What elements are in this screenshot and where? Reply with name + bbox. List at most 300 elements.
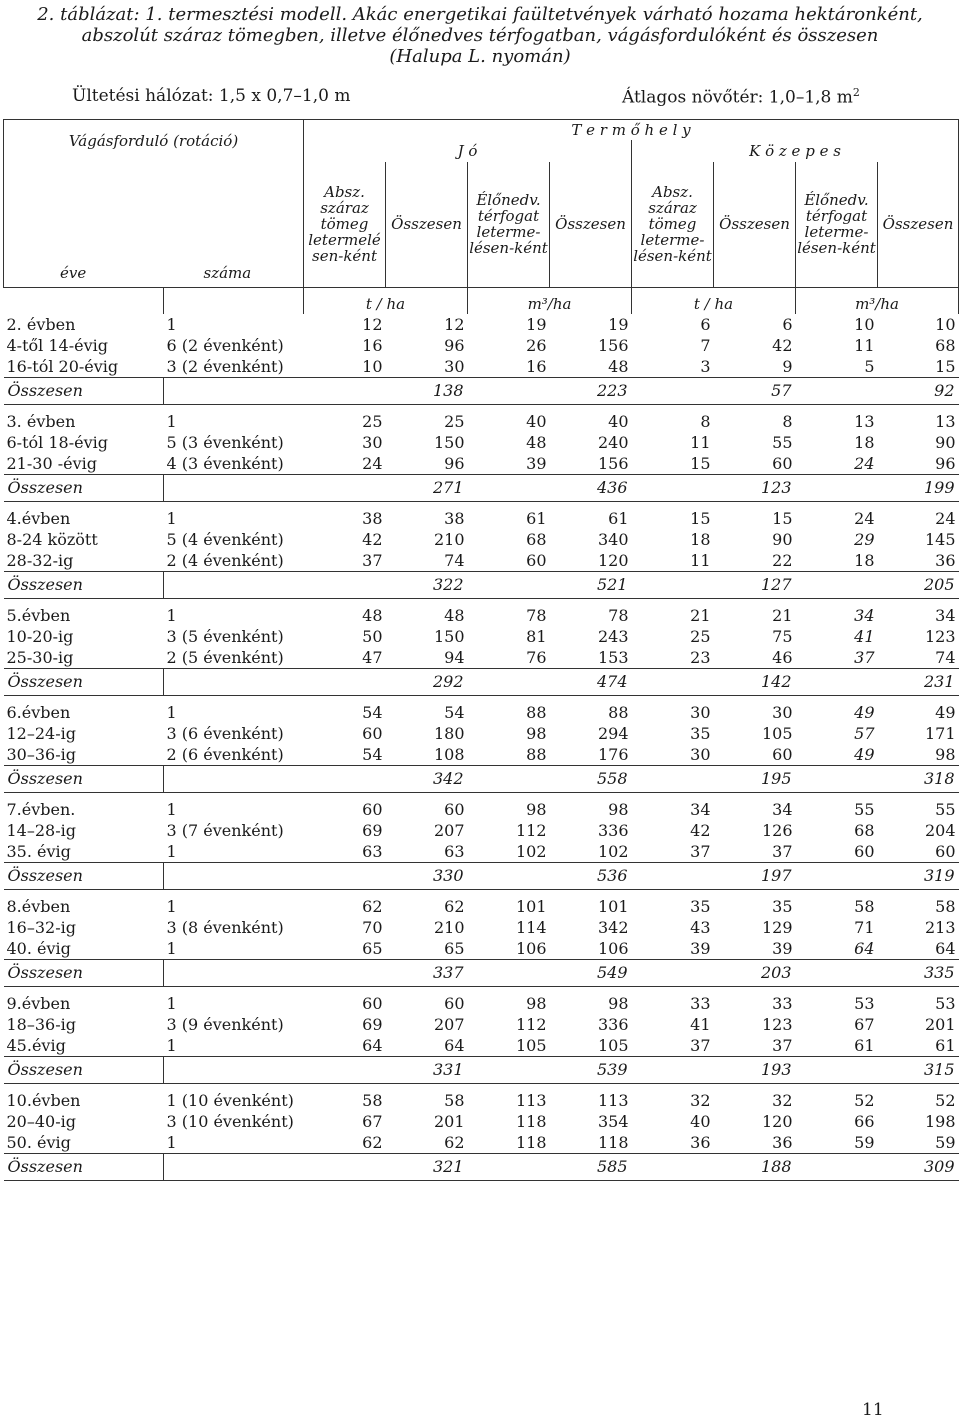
value-cell: 19 bbox=[526, 314, 547, 334]
year-cell: 25-30-ig bbox=[6, 647, 74, 667]
caption-line-2: abszolút száraz tömegben, illetve élőnedves térfogatban, vágásfordulóként és összesen bbox=[81, 25, 879, 46]
total-label: Összesen bbox=[4, 766, 164, 793]
count-cell: 1 bbox=[166, 605, 177, 625]
year-cell: 21-30 -évig bbox=[6, 453, 97, 473]
value-cell: 180 bbox=[433, 723, 465, 743]
value-cell: 59 bbox=[935, 1132, 956, 1152]
value-cell: 55 bbox=[854, 799, 875, 819]
value-cell: 21 bbox=[772, 605, 793, 625]
total-good-dry: 331 bbox=[304, 1057, 468, 1084]
value-cell: 52 bbox=[935, 1090, 956, 1110]
value-cell: 55 bbox=[935, 799, 956, 819]
value-cell: 37 bbox=[362, 550, 383, 570]
value-cell: 69 bbox=[362, 820, 383, 840]
value-cell: 37 bbox=[690, 841, 711, 861]
year-cell: 30–36-ig bbox=[6, 744, 76, 764]
total-medium-dry: 123 bbox=[632, 475, 796, 502]
total-spacer bbox=[164, 1154, 304, 1181]
value-cell: 47 bbox=[362, 647, 383, 667]
total-label: Összesen bbox=[4, 378, 164, 405]
value-cell: 24 bbox=[935, 508, 956, 528]
count-cell: 1 bbox=[166, 896, 177, 916]
value-cell: 53 bbox=[935, 993, 956, 1013]
total-row bbox=[4, 1154, 959, 1181]
value-cell: 123 bbox=[924, 626, 956, 646]
value-cell: 65 bbox=[444, 938, 465, 958]
site-header: T e r m ő h e l y bbox=[304, 120, 959, 140]
total-good-dry: 321 bbox=[304, 1154, 468, 1181]
value-cell: 113 bbox=[515, 1090, 547, 1110]
value-cell: 75 bbox=[772, 626, 793, 646]
total-row bbox=[4, 378, 959, 405]
value-cell: 58 bbox=[854, 896, 875, 916]
value-cell: 171 bbox=[924, 723, 956, 743]
total-spacer bbox=[164, 378, 304, 405]
total-medium-volume: 92 bbox=[796, 378, 959, 405]
total-label: Összesen bbox=[4, 863, 164, 890]
total-spacer bbox=[164, 1057, 304, 1084]
value-cell: 336 bbox=[597, 1014, 629, 1034]
count-cell: 3 (10 évenként) bbox=[166, 1111, 294, 1131]
value-cell: 150 bbox=[433, 626, 465, 646]
value-cell: 60 bbox=[854, 841, 875, 861]
good-total-dry-header: Összesen bbox=[386, 162, 468, 288]
total-medium-dry: 57 bbox=[632, 378, 796, 405]
table-row bbox=[4, 453, 959, 475]
value-cell: 25 bbox=[362, 411, 383, 431]
total-medium-dry: 203 bbox=[632, 960, 796, 987]
year-cell: 45.évig bbox=[6, 1035, 66, 1055]
value-cell: 41 bbox=[690, 1014, 711, 1034]
value-cell: 13 bbox=[854, 411, 875, 431]
value-cell: 6 bbox=[782, 314, 793, 334]
value-cell: 207 bbox=[433, 820, 465, 840]
table-row bbox=[4, 432, 959, 453]
caption-line-1: 2. táblázat: 1. termesztési modell. Akác energetikai faültetvények várható hozama hektáronként, bbox=[37, 4, 923, 25]
total-spacer bbox=[164, 669, 304, 696]
value-cell: 18 bbox=[690, 529, 711, 549]
value-cell: 156 bbox=[597, 453, 629, 473]
value-cell: 54 bbox=[362, 744, 383, 764]
value-cell: 35 bbox=[690, 723, 711, 743]
count-header: száma bbox=[164, 162, 304, 288]
growing-space-text: Átlagos növőtér: 1,0–1,8 m bbox=[622, 87, 853, 108]
value-cell: 22 bbox=[772, 550, 793, 570]
value-cell: 98 bbox=[608, 799, 629, 819]
medium-live-volume-header: Élőnedv. térfogat leterme-lésen-ként bbox=[796, 162, 878, 288]
site-medium-header: K ö z e p e s bbox=[632, 140, 959, 162]
value-cell: 11 bbox=[854, 335, 875, 355]
year-cell: 14–28-ig bbox=[6, 820, 76, 840]
value-cell: 123 bbox=[761, 1014, 793, 1034]
value-cell: 5 bbox=[864, 356, 875, 376]
value-cell: 39 bbox=[690, 938, 711, 958]
value-cell: 37 bbox=[854, 647, 875, 667]
value-cell: 48 bbox=[526, 432, 547, 452]
value-cell: 50 bbox=[362, 626, 383, 646]
value-cell: 42 bbox=[362, 529, 383, 549]
value-cell: 24 bbox=[854, 508, 875, 528]
value-cell: 18 bbox=[854, 432, 875, 452]
table-row bbox=[4, 1132, 959, 1154]
value-cell: 118 bbox=[597, 1132, 629, 1152]
value-cell: 201 bbox=[433, 1111, 465, 1131]
site-good-header: J ó bbox=[304, 140, 632, 162]
value-cell: 65 bbox=[362, 938, 383, 958]
value-cell: 210 bbox=[433, 529, 465, 549]
value-cell: 106 bbox=[597, 938, 629, 958]
value-cell: 36 bbox=[690, 1132, 711, 1152]
value-cell: 294 bbox=[597, 723, 629, 743]
table-row bbox=[4, 647, 959, 669]
total-label: Összesen bbox=[4, 475, 164, 502]
year-cell: 7.évben. bbox=[6, 799, 76, 819]
value-cell: 342 bbox=[597, 917, 629, 937]
total-medium-volume: 315 bbox=[796, 1057, 959, 1084]
value-cell: 26 bbox=[526, 335, 547, 355]
value-cell: 98 bbox=[608, 993, 629, 1013]
value-cell: 34 bbox=[690, 799, 711, 819]
growing-space bbox=[622, 86, 860, 108]
value-cell: 59 bbox=[854, 1132, 875, 1152]
good-total-volume-header: Összesen bbox=[550, 162, 632, 288]
value-cell: 120 bbox=[597, 550, 629, 570]
total-good-volume: 539 bbox=[468, 1057, 632, 1084]
value-cell: 66 bbox=[854, 1111, 875, 1131]
total-label: Összesen bbox=[4, 960, 164, 987]
total-good-volume: 536 bbox=[468, 863, 632, 890]
value-cell: 58 bbox=[444, 1090, 465, 1110]
value-cell: 63 bbox=[362, 841, 383, 861]
value-cell: 11 bbox=[690, 432, 711, 452]
value-cell: 120 bbox=[761, 1111, 793, 1131]
planting-spacing: Ültetési hálózat: 1,5 x 0,7–1,0 m bbox=[72, 86, 351, 106]
total-good-volume: 521 bbox=[468, 572, 632, 599]
value-cell: 207 bbox=[433, 1014, 465, 1034]
value-cell: 49 bbox=[935, 702, 956, 722]
total-spacer bbox=[164, 766, 304, 793]
year-cell: 18–36-ig bbox=[6, 1014, 76, 1034]
value-cell: 156 bbox=[597, 335, 629, 355]
year-cell: 4.évben bbox=[6, 508, 71, 528]
value-cell: 39 bbox=[772, 938, 793, 958]
value-cell: 12 bbox=[444, 314, 465, 334]
table-body bbox=[4, 314, 959, 1181]
value-cell: 96 bbox=[935, 453, 956, 473]
value-cell: 67 bbox=[854, 1014, 875, 1034]
count-cell: 1 bbox=[166, 993, 177, 1013]
year-cell: 5.évben bbox=[6, 605, 71, 625]
value-cell: 118 bbox=[515, 1132, 547, 1152]
value-cell: 70 bbox=[362, 917, 383, 937]
table-row bbox=[4, 841, 959, 863]
year-cell: 3. évben bbox=[6, 411, 76, 431]
value-cell: 61 bbox=[854, 1035, 875, 1055]
value-cell: 48 bbox=[444, 605, 465, 625]
value-cell: 8 bbox=[700, 411, 711, 431]
total-medium-volume: 205 bbox=[796, 572, 959, 599]
year-cell: 2. évben bbox=[6, 314, 76, 334]
value-cell: 105 bbox=[515, 1035, 547, 1055]
value-cell: 204 bbox=[924, 820, 956, 840]
value-cell: 67 bbox=[362, 1111, 383, 1131]
count-cell: 5 (4 évenként) bbox=[166, 529, 284, 549]
value-cell: 60 bbox=[772, 744, 793, 764]
value-cell: 62 bbox=[362, 896, 383, 916]
value-cell: 10 bbox=[854, 314, 875, 334]
count-cell: 1 bbox=[166, 841, 177, 861]
value-cell: 18 bbox=[854, 550, 875, 570]
value-cell: 108 bbox=[433, 744, 465, 764]
total-medium-volume: 199 bbox=[796, 475, 959, 502]
year-cell: 28-32-ig bbox=[6, 550, 74, 570]
value-cell: 36 bbox=[772, 1132, 793, 1152]
year-cell: 16–32-ig bbox=[6, 917, 76, 937]
table-row bbox=[4, 356, 959, 378]
count-cell: 3 (8 évenként) bbox=[166, 917, 284, 937]
value-cell: 19 bbox=[608, 314, 629, 334]
value-cell: 58 bbox=[935, 896, 956, 916]
value-cell: 198 bbox=[924, 1111, 956, 1131]
year-cell: 6.évben bbox=[6, 702, 71, 722]
value-cell: 62 bbox=[362, 1132, 383, 1152]
value-cell: 58 bbox=[362, 1090, 383, 1110]
rotation-header: Vágásforduló (rotáció) bbox=[4, 120, 304, 162]
total-medium-volume: 309 bbox=[796, 1154, 959, 1181]
value-cell: 88 bbox=[526, 744, 547, 764]
value-cell: 40 bbox=[608, 411, 629, 431]
value-cell: 37 bbox=[772, 1035, 793, 1055]
count-cell: 1 bbox=[166, 938, 177, 958]
unit-blank bbox=[164, 288, 304, 315]
unit-good-volume: m³/ha bbox=[468, 288, 632, 315]
yield-table bbox=[3, 119, 959, 1181]
count-cell: 3 (7 évenként) bbox=[166, 820, 284, 840]
value-cell: 150 bbox=[433, 432, 465, 452]
value-cell: 105 bbox=[761, 723, 793, 743]
total-label: Összesen bbox=[4, 572, 164, 599]
value-cell: 36 bbox=[935, 550, 956, 570]
value-cell: 213 bbox=[924, 917, 956, 937]
total-medium-dry: 188 bbox=[632, 1154, 796, 1181]
value-cell: 16 bbox=[362, 335, 383, 355]
table-row bbox=[4, 744, 959, 766]
value-cell: 112 bbox=[515, 1014, 547, 1034]
value-cell: 68 bbox=[935, 335, 956, 355]
value-cell: 243 bbox=[597, 626, 629, 646]
total-row bbox=[4, 863, 959, 890]
total-medium-dry: 127 bbox=[632, 572, 796, 599]
table-row bbox=[4, 1111, 959, 1132]
count-cell: 3 (9 évenként) bbox=[166, 1014, 284, 1034]
value-cell: 7 bbox=[700, 335, 711, 355]
value-cell: 53 bbox=[854, 993, 875, 1013]
value-cell: 49 bbox=[854, 702, 875, 722]
value-cell: 90 bbox=[772, 529, 793, 549]
value-cell: 54 bbox=[362, 702, 383, 722]
count-cell: 1 (10 évenként) bbox=[166, 1090, 294, 1110]
total-spacer bbox=[164, 863, 304, 890]
value-cell: 105 bbox=[597, 1035, 629, 1055]
total-medium-volume: 231 bbox=[796, 669, 959, 696]
value-cell: 60 bbox=[362, 993, 383, 1013]
value-cell: 25 bbox=[444, 411, 465, 431]
value-cell: 129 bbox=[761, 917, 793, 937]
year-cell: 8.évben bbox=[6, 896, 71, 916]
year-cell: 9.évben bbox=[6, 993, 71, 1013]
value-cell: 98 bbox=[526, 799, 547, 819]
count-cell: 2 (6 évenként) bbox=[166, 744, 284, 764]
total-row bbox=[4, 1057, 959, 1084]
value-cell: 240 bbox=[597, 432, 629, 452]
value-cell: 25 bbox=[690, 626, 711, 646]
value-cell: 38 bbox=[444, 508, 465, 528]
year-header: éve bbox=[4, 162, 164, 288]
page-number: 11 bbox=[862, 1400, 884, 1420]
value-cell: 96 bbox=[444, 453, 465, 473]
value-cell: 34 bbox=[935, 605, 956, 625]
count-cell: 3 (2 évenként) bbox=[166, 356, 284, 376]
value-cell: 96 bbox=[444, 335, 465, 355]
table-row bbox=[4, 820, 959, 841]
value-cell: 61 bbox=[935, 1035, 956, 1055]
year-cell: 10-20-ig bbox=[6, 626, 74, 646]
count-cell: 1 bbox=[166, 702, 177, 722]
value-cell: 64 bbox=[854, 938, 875, 958]
total-good-volume: 558 bbox=[468, 766, 632, 793]
value-cell: 102 bbox=[515, 841, 547, 861]
total-good-dry: 271 bbox=[304, 475, 468, 502]
value-cell: 32 bbox=[772, 1090, 793, 1110]
total-row bbox=[4, 572, 959, 599]
value-cell: 126 bbox=[761, 820, 793, 840]
value-cell: 340 bbox=[597, 529, 629, 549]
value-cell: 68 bbox=[854, 820, 875, 840]
table-row bbox=[4, 723, 959, 744]
total-good-dry: 337 bbox=[304, 960, 468, 987]
value-cell: 153 bbox=[597, 647, 629, 667]
value-cell: 15 bbox=[772, 508, 793, 528]
total-medium-volume: 318 bbox=[796, 766, 959, 793]
total-good-dry: 292 bbox=[304, 669, 468, 696]
value-cell: 23 bbox=[690, 647, 711, 667]
year-cell: 16-tól 20-évig bbox=[6, 356, 119, 376]
value-cell: 98 bbox=[526, 993, 547, 1013]
value-cell: 35 bbox=[772, 896, 793, 916]
total-good-volume: 474 bbox=[468, 669, 632, 696]
unit-medium-dry: t / ha bbox=[632, 288, 796, 315]
value-cell: 29 bbox=[854, 529, 875, 549]
value-cell: 201 bbox=[924, 1014, 956, 1034]
value-cell: 74 bbox=[935, 647, 956, 667]
value-cell: 176 bbox=[597, 744, 629, 764]
year-cell: 50. évig bbox=[6, 1132, 71, 1152]
value-cell: 102 bbox=[597, 841, 629, 861]
value-cell: 24 bbox=[362, 453, 383, 473]
value-cell: 101 bbox=[597, 896, 629, 916]
total-medium-dry: 142 bbox=[632, 669, 796, 696]
good-live-volume-header: Élőnedv. térfogat leterme-lésen-ként bbox=[468, 162, 550, 288]
total-label: Összesen bbox=[4, 1057, 164, 1084]
value-cell: 32 bbox=[690, 1090, 711, 1110]
value-cell: 21 bbox=[690, 605, 711, 625]
value-cell: 54 bbox=[444, 702, 465, 722]
value-cell: 336 bbox=[597, 820, 629, 840]
count-cell: 5 (3 évenként) bbox=[166, 432, 284, 452]
caption-line-3: (Halupa L. nyomán) bbox=[389, 46, 571, 67]
total-medium-volume: 335 bbox=[796, 960, 959, 987]
value-cell: 64 bbox=[444, 1035, 465, 1055]
value-cell: 30 bbox=[690, 702, 711, 722]
value-cell: 10 bbox=[362, 356, 383, 376]
table-row bbox=[4, 335, 959, 356]
value-cell: 78 bbox=[526, 605, 547, 625]
table-row bbox=[4, 508, 959, 529]
table-row bbox=[4, 938, 959, 960]
value-cell: 78 bbox=[608, 605, 629, 625]
value-cell: 39 bbox=[526, 453, 547, 473]
count-cell: 1 bbox=[166, 1035, 177, 1055]
medium-total-dry-header: Összesen bbox=[714, 162, 796, 288]
total-good-dry: 342 bbox=[304, 766, 468, 793]
total-good-volume: 549 bbox=[468, 960, 632, 987]
value-cell: 10 bbox=[935, 314, 956, 334]
count-cell: 1 bbox=[166, 314, 177, 334]
value-cell: 55 bbox=[772, 432, 793, 452]
table-row bbox=[4, 314, 959, 335]
value-cell: 30 bbox=[690, 744, 711, 764]
value-cell: 15 bbox=[690, 453, 711, 473]
total-label: Összesen bbox=[4, 1154, 164, 1181]
table-row bbox=[4, 1035, 959, 1057]
total-medium-dry: 195 bbox=[632, 766, 796, 793]
value-cell: 48 bbox=[608, 356, 629, 376]
table-row bbox=[4, 529, 959, 550]
value-cell: 16 bbox=[526, 356, 547, 376]
year-cell: 10.évben bbox=[6, 1090, 81, 1110]
total-medium-volume: 319 bbox=[796, 863, 959, 890]
total-good-volume: 585 bbox=[468, 1154, 632, 1181]
medium-total-volume-header: Összesen bbox=[878, 162, 959, 288]
count-cell: 3 (6 évenként) bbox=[166, 723, 284, 743]
year-cell: 40. évig bbox=[6, 938, 71, 958]
medium-abs-dry-header: Absz. száraz tömeg leterme-lésen-ként bbox=[632, 162, 714, 288]
table-row bbox=[4, 411, 959, 432]
value-cell: 94 bbox=[444, 647, 465, 667]
count-cell: 2 (5 évenként) bbox=[166, 647, 284, 667]
table-row bbox=[4, 799, 959, 820]
value-cell: 62 bbox=[444, 1132, 465, 1152]
value-cell: 35 bbox=[690, 896, 711, 916]
value-cell: 63 bbox=[444, 841, 465, 861]
value-cell: 30 bbox=[772, 702, 793, 722]
value-cell: 40 bbox=[526, 411, 547, 431]
table-row bbox=[4, 702, 959, 723]
table-caption bbox=[0, 4, 960, 67]
year-cell: 20–40-ig bbox=[6, 1111, 76, 1131]
value-cell: 60 bbox=[362, 799, 383, 819]
growing-space-sup: 2 bbox=[852, 86, 860, 99]
value-cell: 11 bbox=[690, 550, 711, 570]
value-cell: 113 bbox=[597, 1090, 629, 1110]
total-row bbox=[4, 669, 959, 696]
value-cell: 71 bbox=[854, 917, 875, 937]
total-label: Összesen bbox=[4, 669, 164, 696]
value-cell: 41 bbox=[854, 626, 875, 646]
value-cell: 30 bbox=[444, 356, 465, 376]
value-cell: 64 bbox=[362, 1035, 383, 1055]
value-cell: 114 bbox=[515, 917, 547, 937]
